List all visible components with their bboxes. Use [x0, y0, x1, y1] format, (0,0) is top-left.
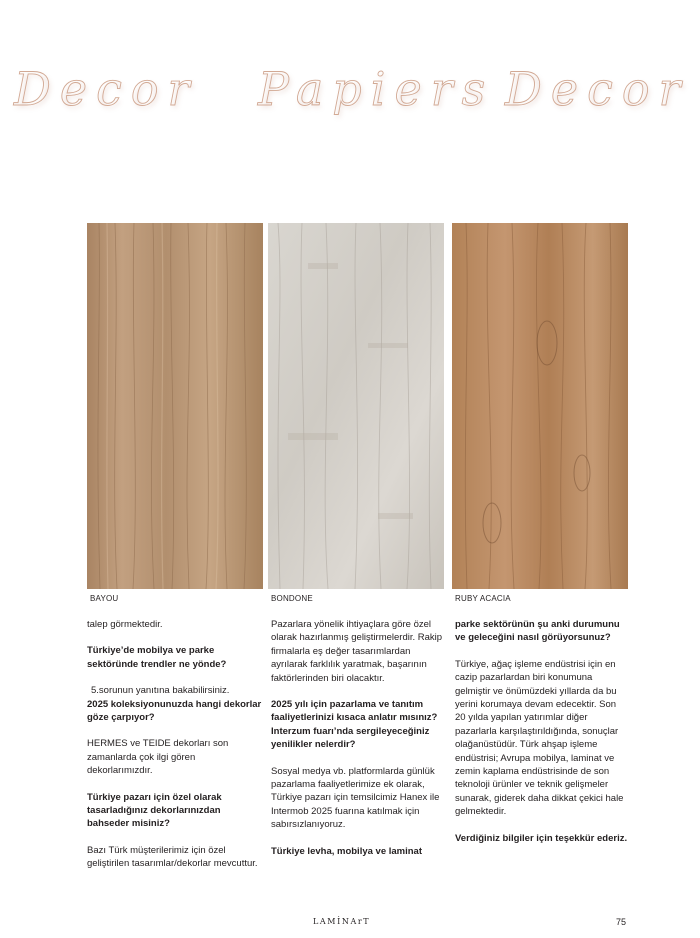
question: Türkiye pazarı için özel olarak tasarladığınız dekorlarınızdan bahseder misiniz? [87, 791, 222, 830]
swatch-caption-ruby-acacia: RUBY ACACIA [455, 594, 511, 603]
swatch-caption-bayou: BAYOU [90, 594, 119, 603]
magazine-logo: LAMİNArT [313, 917, 371, 926]
paragraph: Pazarlara yönelik ihtiyaçlara göre özel olarak hazırlanmış geliştirmelerdir. Rakip firmalarla eş değer tasarımlardan ayrılarak farklılık yaratmak, başarının faktörlerinden biri olacaktır. [271, 619, 443, 684]
banner-word: Papiers [258, 62, 495, 116]
question: Türkiye levha, mobilya ve laminat [271, 845, 423, 857]
swatch-bondone-image [268, 223, 444, 589]
question: 2025 koleksiyonunuzda hangi dekorlar göze çarpıyor? [87, 698, 262, 724]
article-column-3 [455, 618, 628, 858]
paragraph: Bazı Türk müşterilerimiz için özel geliştirilen tasarımlar/dekorlar mevcuttur. [87, 844, 258, 870]
header-banner [0, 58, 700, 148]
paragraph: talep görmektedir. [87, 619, 163, 630]
banner-word: Decor [505, 62, 690, 116]
question: Türkiye’de mobilya ve parke sektöründe trendler ne yönde? [87, 645, 227, 670]
paragraph: Sosyal medya vb. platformlarda günlük pazarlama faaliyetlerimize ek olarak, Türkiye pazarı için temsilcimiz Hanex ile Intermob 2025 fuarına katılmak için sabırsızlanıyoruz. [271, 765, 440, 831]
question: Verdiğiniz bilgiler için teşekkür ederiz. [455, 832, 628, 844]
paragraph: HERMES ve TEIDE dekorları son zamanlarda çok ilgi gören dekorlarımızdır. [87, 738, 229, 777]
swatch-bayou-image [87, 223, 263, 589]
page-number: 75 [616, 917, 627, 927]
question: 2025 yılı için pazarlama ve tanıtım faaliyetlerinizi kısaca anlatır mısınız? Interzum fuarı’nda sergileyeceğiniz yenilikler nelerdir? [271, 699, 438, 751]
article-column-1 [87, 618, 262, 884]
banner-word: Decor [14, 62, 199, 116]
swatch-caption-bondone: BONDONE [271, 594, 313, 603]
paragraph: Türkiye, ağaç işleme endüstrisi için en cazip pazarlardan biri konumuna gelmiştir ve önümüzdeki yıllarda da bu yerini korumaya devam edecektir. Son 20 yılda yapılan yatırımlar diğer pazarlarla karşılaştırıldığında, sonuçlar olağanüstüdür. Türk ahşap işleme endüstrisi; Avrupa mobilya, laminat ve zemin kaplama endüstrisinde de son teknoloji ürünler ve teknik gelişmeler sunarak, giderek daha dikkat çekici hale gelmektedir. [455, 658, 624, 818]
swatch-ruby-acacia-image [452, 223, 628, 589]
article-column-2 [271, 618, 444, 871]
question: parke sektörünün şu anki durumunu ve geleceğini nasıl görüyorsunuz? [455, 619, 620, 644]
paragraph: 5.sorunun yanıtına bakabilirsiniz. [91, 685, 230, 697]
